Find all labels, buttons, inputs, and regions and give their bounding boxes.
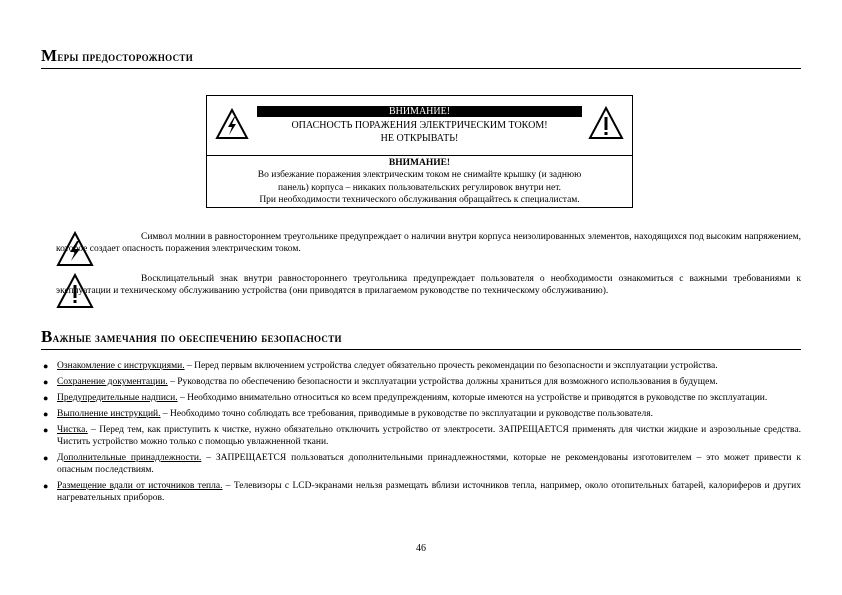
warning-box-top: [207, 96, 632, 156]
rule-text: – Перед первым включением устройства следует обязательно прочесть рекомендации по безопасности и эксплуатации устройства.: [184, 361, 718, 371]
warning-box: [206, 95, 633, 208]
bullet-icon: ●: [43, 393, 49, 403]
bullet-icon: ●: [43, 377, 49, 387]
rule-term: Размещение вдали от источников тепла.: [57, 481, 223, 491]
title-initial: В: [41, 327, 53, 346]
rule-text: – Необходимо внимательно относиться ко всем предупреждениям, которые имеются на устройстве и приводятся в руководстве по эксплуатации.: [177, 393, 768, 403]
list-item: [41, 408, 801, 420]
list-item: [41, 452, 801, 476]
warning-line: НЕ ОТКРЫВАТЬ!: [380, 133, 459, 144]
bullet-icon: ●: [43, 409, 49, 419]
warning-line: ОПАСНОСТЬ ПОРАЖЕНИЯ ЭЛЕКТРИЧЕСКИМ ТОКОМ!: [291, 120, 548, 131]
lightning-warning-icon: [215, 108, 249, 140]
rule-term: Сохранение документации.: [57, 377, 168, 387]
warning-bottom-line: При необходимости технического обслуживания обращайтесь к специалистам.: [259, 194, 580, 205]
section-title-precautions: [41, 46, 801, 69]
safety-rules-list: [41, 360, 801, 508]
bullet-icon: ●: [43, 481, 49, 491]
list-item: [41, 480, 801, 504]
list-item: [41, 424, 801, 448]
warning-header: ВНИМАНИЕ!: [257, 106, 582, 117]
rule-term: Чистка.: [57, 425, 88, 435]
list-item: [41, 376, 801, 388]
section-title-safety: [41, 327, 801, 350]
bullet-icon: ●: [43, 453, 49, 463]
rule-text: – Руководства по обеспечению безопасности и эксплуатации устройства должны храниться для возможного использования в будущем.: [167, 377, 718, 387]
rule-text: – ЗАПРЕЩАЕТСЯ пользоваться дополнительными принадлежностями, которые не рекомендованы изготовителем – это может привести к опасным последствиям.: [57, 453, 801, 475]
warning-bottom-line: панель) корпуса – никаких пользовательских регулировок внутри нет.: [277, 182, 562, 193]
rule-text: – Необходимо точно соблюдать все требования, приводимые в руководстве по эксплуатации и руководстве пользователя.: [160, 409, 653, 419]
title-text: еры предосторожности: [57, 49, 193, 64]
list-item: [41, 392, 801, 404]
symbol-text: Символ молнии в равностороннем треугольнике предупреждает о наличии внутри корпуса неизолированных элементов, находящихся под высоким напряжением, которое создает опасность поражения электрическим током.: [56, 232, 801, 254]
title-initial: М: [41, 46, 58, 65]
warning-box-bottom: [207, 156, 632, 206]
list-item: [41, 360, 801, 372]
rule-term: Ознакомление с инструкциями.: [57, 361, 185, 371]
exclamation-warning-icon: [588, 106, 624, 140]
bullet-icon: ●: [43, 425, 49, 435]
warning-bottom-header: ВНИМАНИЕ!: [388, 158, 451, 168]
rule-term: Дополнительные принадлежности.: [57, 453, 202, 463]
warning-bottom-line: Во избежание поражения электрическим током не снимайте крышку (и заднюю: [257, 170, 582, 181]
title-text: ажные замечания по обеспечению безопасности: [52, 330, 342, 345]
rule-term: Выполнение инструкций.: [57, 409, 161, 419]
rule-term: Предупредительные надписи.: [57, 393, 178, 403]
rule-text: – Телевизоры с LCD-экранами нельзя размещать вблизи источников тепла, например, около отопительных батарей, калориферов и других нагревательных приборов.: [57, 481, 801, 503]
page-number: 46: [416, 543, 426, 554]
bullet-icon: ●: [43, 361, 49, 371]
symbol-text: Восклицательный знак внутри равностороннего треугольника предупреждает пользователя о необходимости ознакомиться с важными требованиями к эксплуатации и техническому обслуживанию устройства (они приводятся в прилагаемом руководстве по техническому обслуживанию).: [56, 274, 801, 296]
rule-text: – Перед тем, как приступить к чистке, нужно обязательно отключить устройство от электросети. ЗАПРЕЩАЕТСЯ применять для чистки жидкие и аэрозольные средства. Чистить устройство можно только с помощью увлажненной ткани.: [57, 425, 801, 447]
